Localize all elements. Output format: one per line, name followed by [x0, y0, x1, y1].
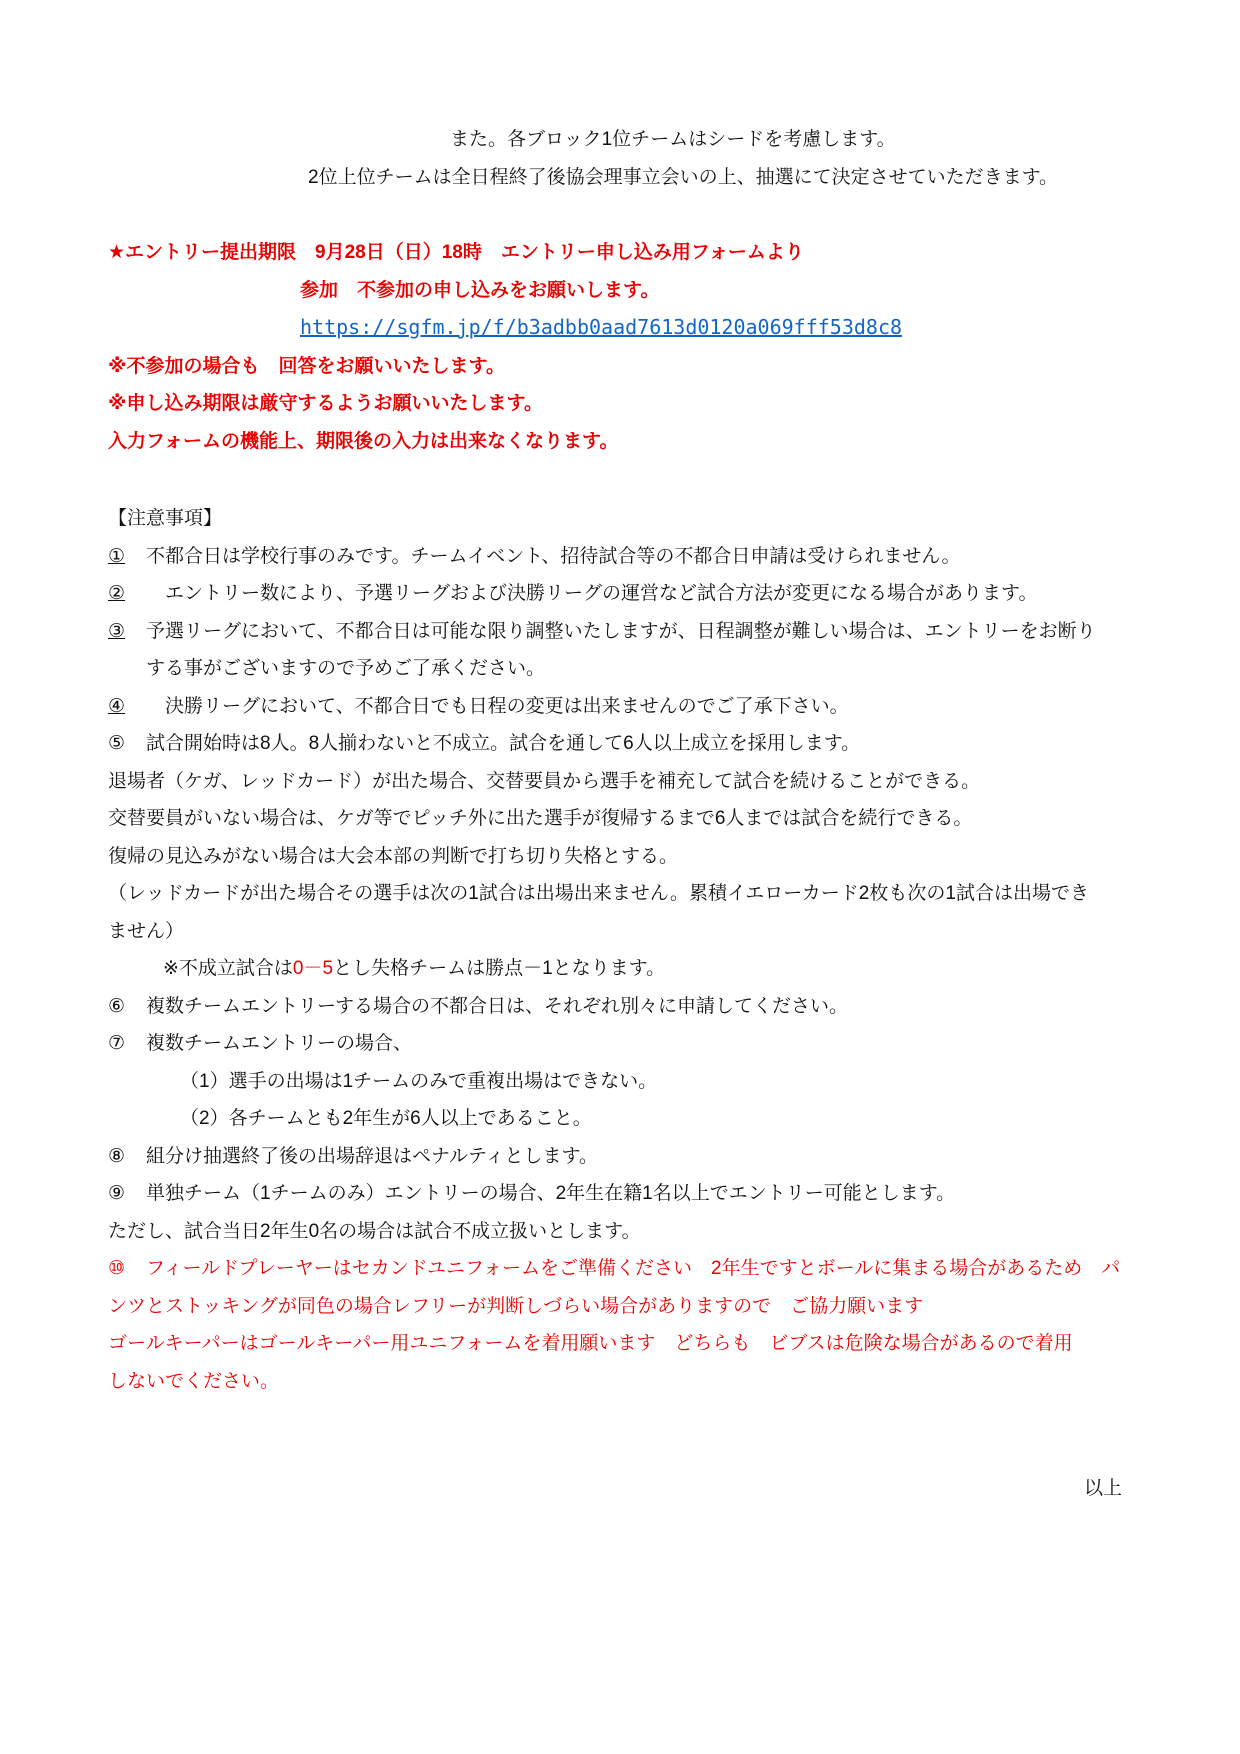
- entry-note-absent: ※不参加の場合も 回答をお願いいたします。: [108, 355, 505, 377]
- note-item-5-detail-1: 退場者（ケガ、レッドカード）が出た場合、交替要員から選手を補充して試合を続けることができる。: [108, 770, 981, 792]
- note-item-10: [108, 1250, 1130, 1288]
- note-item-3: [108, 613, 1130, 651]
- note-item-7-sub-2: （2）各チームとも2年生が6人以上であること。: [180, 1108, 592, 1129]
- note-number: ⑦: [108, 1033, 126, 1054]
- score-line-suffix: とし失格チームは勝点－1となります。: [333, 958, 666, 979]
- note-item-10-detail-2: ゴールキーパーはゴールキーパー用ユニフォームを着用願います どちらも ビブスは危険な場合があるので着用: [108, 1333, 1073, 1354]
- score-line-prefix: ※不成立試合は: [163, 958, 293, 979]
- note-item-2: [108, 575, 1130, 613]
- note-number: ⑤: [108, 733, 126, 754]
- note-item-5: [108, 725, 1130, 763]
- note-item-7-sub-1: （1）選手の出場は1チームのみで重複出場はできない。: [180, 1070, 658, 1092]
- note-text: 複数チームエントリーする場合の不都合日は、それぞれ別々に申請してください。: [146, 995, 849, 1017]
- entry-form-url-line: [300, 309, 1130, 348]
- note-text: フィールドプレーヤーはセカンドユニフォームをご準備ください 2年生ですとボールに集まる場合があるため パ: [146, 1258, 1121, 1279]
- note-number: ③: [108, 620, 126, 642]
- entry-deadline-line: ★エントリー提出期限 9月28日（日）18時 エントリー申し込み用フォームより: [108, 242, 804, 263]
- note-item-5-detail-5: ません）: [108, 920, 185, 942]
- note-item-10-detail-3: しないでください。: [108, 1370, 280, 1392]
- note-score-line: [163, 950, 1130, 988]
- note-number: ④: [108, 695, 126, 717]
- note-number: ⑨: [108, 1183, 126, 1204]
- note-item-3-continuation: する事がございますので予めご了承ください。: [146, 658, 546, 679]
- note-item-5-detail-3: 復帰の見込みがない場合は大会本部の判断で打ち切り失格とする。: [108, 845, 679, 867]
- note-number: ⑩: [108, 1258, 126, 1279]
- intro-runnerup-note: 2位上位チームは全日程終了後協会理事立会いの上、抽選にて決定させていただきます。: [308, 166, 1059, 188]
- note-number: ①: [108, 545, 126, 567]
- note-text: 複数チームエントリーの場合、: [146, 1033, 413, 1054]
- note-number: ⑧: [108, 1145, 126, 1167]
- note-number: ⑥: [108, 995, 126, 1017]
- note-text: 単独チーム（1チームのみ）エントリーの場合、2年生在籍1名以上でエントリー可能とします。: [146, 1183, 956, 1204]
- note-item-9: [108, 1175, 1130, 1213]
- note-text: 試合開始時は8人。8人揃わないと不成立。試合を通して6人以上成立を採用します。: [146, 733, 861, 754]
- note-item-9-detail: ただし、試合当日2年生0名の場合は試合不成立扱いとします。: [108, 1220, 641, 1242]
- note-text: 組分け抽選終了後の出場辞退はペナルティとします。: [146, 1145, 599, 1167]
- note-item-1: [108, 538, 1130, 576]
- note-text: 不都合日は学校行事のみです。チームイベント、招待試合等の不都合日申請は受けられません。: [146, 545, 961, 567]
- note-item-4: [108, 688, 1130, 726]
- closing-text: 以上: [1083, 1478, 1122, 1499]
- entry-request-line: 参加 不参加の申し込みをお願いします。: [300, 279, 660, 301]
- note-item-5-detail-4: （レッドカードが出た場合その選手は次の1試合は出場出来ません。累積イエローカード2枚も次の1試合は出場でき: [108, 883, 1089, 904]
- note-number: ②: [108, 583, 126, 604]
- intro-seed-note: また。各ブロック1位チームはシードを考慮します。: [450, 129, 896, 150]
- note-text: 予選リーグにおいて、不都合日は可能な限り調整いたしますが、日程調整が難しい場合は、エントリーをお断り: [146, 620, 1096, 642]
- note-item-6: [108, 988, 1130, 1026]
- note-text: エントリー数により、予選リーグおよび決勝リーグの運営など試合方法が変更になる場合があります。: [146, 583, 1038, 604]
- note-item-7: [108, 1025, 1130, 1063]
- notes-heading: 【注意事項】: [108, 508, 223, 529]
- note-item-8: [108, 1138, 1130, 1176]
- note-item-10-detail-1: ンツとストッキングが同色の場合レフリーが判断しづらい場合がありますので ご協力願います: [108, 1295, 924, 1317]
- entry-note-form: 入力フォームの機能上、期限後の入力は出来なくなります。: [108, 430, 619, 452]
- entry-note-deadline: ※申し込み期限は厳守するようお願いいたします。: [108, 393, 543, 414]
- score-line-value: 0－5: [292, 958, 334, 979]
- entry-form-link[interactable]: https://sgfm.jp/f/b3adbb0aad7613d0120a069fff53d8c8: [300, 315, 903, 339]
- note-text: 決勝リーグにおいて、不都合日でも日程の変更は出来ませんのでご了承下さい。: [146, 695, 849, 717]
- note-item-5-detail-2: 交替要員がいない場合は、ケガ等でピッチ外に出た選手が復帰するまで6人までは試合を続行できる。: [108, 808, 973, 829]
